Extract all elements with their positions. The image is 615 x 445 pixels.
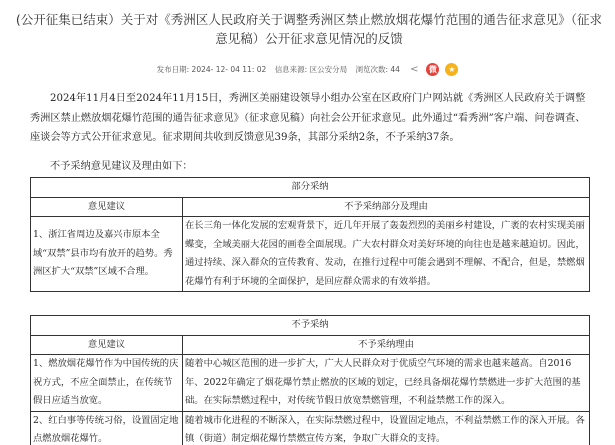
opinion-cell: 1、燃放烟花爆竹作为中国传统的庆祝方式，不应全面禁止，在传统节假日应适当放宽。 (31, 355, 183, 412)
column-header-opinion: 意见建议 (31, 335, 183, 355)
column-header-reason: 不予采纳理由 (183, 335, 590, 355)
table-row (31, 355, 590, 412)
partial-section-heading: 部分采纳 (31, 178, 590, 198)
table-row (31, 411, 590, 445)
reason-cell: 随着中心城区范围的进一步扩大，广大人民群众对于优质空气环境的需求也越来越高。自2016年、2022年确定了烟花爆竹禁止燃放的区域的划定，已经具备烟花爆竹禁燃进一步扩大范围的基础。在实际禁燃过程中，对传统节假日放宽禁燃管理，不利益禁燃工作的深入。 (183, 355, 590, 412)
rejected-intro: 不予采纳意见建议及理由如下： (50, 161, 193, 172)
article-title: (公开征集已结束）关于对《秀洲区人民政府关于调整秀洲区禁止燃放烟花爆竹范围的通告征求意见》（征求意见稿）公开征求意见情况的反馈 (15, 12, 603, 46)
article-meta (0, 63, 615, 76)
weibo-icon[interactable]: 微 (426, 63, 439, 76)
section-row (31, 316, 590, 336)
header-row (31, 197, 590, 217)
opinion-cell: 2、红白事等传统习俗，设置固定地点燃放烟花爆竹。 (31, 411, 183, 445)
header-row (31, 335, 590, 355)
column-header-opinion: 意见建议 (31, 197, 183, 217)
info-source: 信息来源: 区公安分局 (274, 64, 348, 74)
section-row (31, 178, 590, 198)
reason-cell: 在长三角一体化发展的宏观背景下，近几年开展了轰轰烈烈的美丽乡村建设，广袤的农村实现美丽蝶变，全域美丽大花园的画卷全面展现。广大农村群众对美好环境的向往也是越来越迫切。因此，通过持续、深入群众的宣传教育、发动，在推行过程中可能会遇到不理解、不配合，但是，禁燃烟花爆竹有利于环境的全面保护，是回应群众需求的有效举措。 (183, 217, 590, 292)
opinion-cell: 1、浙江省周边及嘉兴市原本全域“双禁”县市均有放开的趋势。秀洲区扩大“双禁”区域不合理。 (31, 217, 183, 292)
column-header-reason: 不予采纳部分及理由 (183, 197, 590, 217)
feedback-table (30, 177, 590, 445)
qzone-icon[interactable]: ★ (445, 63, 458, 76)
view-count: 浏览次数: 44 (355, 64, 400, 74)
intro-paragraph: 2024年11月4日至2024年11月15日，秀洲区美丽建设领导小组办公室在区政府门户网站就《秀洲区人民政府关于调整秀洲区禁止燃放烟花爆竹范围的通告征求意见》（征求意见稿）向社会公开征求意见。此外通过“看秀洲”客户端、问卷调查、座谈会等方式公开征求意见。征求期间共收到反馈意见39条，其部分采纳2条，不予采纳37条。 (30, 93, 586, 143)
table-row (31, 217, 590, 292)
reason-cell: 随着城市化进程的不断深入，在实际禁燃过程中，设置固定地点，不利益禁燃工作的深入开展。各镇（街道）制定烟花爆竹禁燃宣传方案，争取广大群众的支持。 (183, 411, 590, 445)
table-spacer (31, 292, 590, 316)
publish-date: 发布日期: 2024- 12- 04 11: 02 (156, 64, 267, 74)
rejected-section-heading: 不予采纳 (31, 316, 590, 336)
share-icon[interactable]: < (410, 64, 419, 75)
